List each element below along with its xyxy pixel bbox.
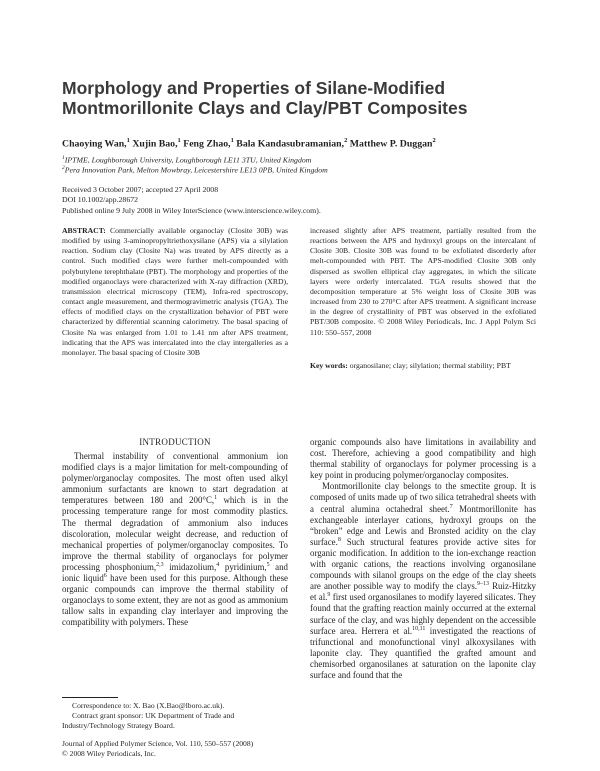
abstract-right-column xyxy=(310,226,536,338)
text-run: Thermal instability of conventional ammonium ion modified clays is a major limitation for melt-compounding of polymer/organoclay composites. The most often used alkyl ammonium surfactants are known to start degradation at temperatures between 180 and 200°C, xyxy=(62,451,288,506)
section-heading-introduction: INTRODUCTION xyxy=(139,437,211,447)
affiliation-text: IPTME, Loughborough University, Loughborough LE11 3TU, United Kingdom xyxy=(64,155,312,165)
intro-paragraph-2: organic compounds also have limitations in availability and cost. Therefore, achieving a good compatibility and high thermal stability of organoclays for polymer processing is a key point in producing polymer/organoclay composites. xyxy=(310,437,536,481)
text-run: first used organosilanes to modify layered silicates. They found that the grafting reaction mainly occurred at the external surface of the clay, and was highly dependent on the accessible surface area. Herrera et al. xyxy=(310,592,536,636)
published-online: Published online 9 July 2008 in Wiley InterScience (www.interscience.wiley.com). xyxy=(62,205,321,215)
author-affiliation-mark: 2 xyxy=(432,137,436,144)
text-run: Such structural features provide active sites for organic modification. In addition to the ion-exchange reaction with organic cations, the reactions involving organosilane compounds with silanol groups on the edge of the clay sheets are another possible way to modify the clays. xyxy=(310,536,536,592)
text-run: Montmorillonite clay belongs to the smectite group. It is composed of units made up of two silica tetrahedral sheets with a central alumina octahedral sheet. xyxy=(310,481,536,514)
footnote-divider xyxy=(62,697,118,698)
article-title xyxy=(62,78,542,118)
text-run: Montmorillonite has exchangeable interlayer cations, hydroxyl groups on the “broken” edge and Lewis and Bronsted acidity on the clay surface. xyxy=(310,503,536,547)
text-run: Ruiz-Hitzky et al. xyxy=(310,581,536,603)
citation: 9–13 xyxy=(477,581,489,588)
citation: 7 xyxy=(449,503,453,510)
title-line-1: Morphology and Properties of Silane-Modified xyxy=(62,78,446,98)
abstract-text-right: increased slightly after APS treatment, partially resulted from the reactions between the APS and hydroxyl groups on the intercalant of Closite 30B. Closite 30B was found to be exfoliated disorderly after melt-compounded with PBT. The APS-modified Closite 30B only dispersed as swollen elliptical clay aggregates, in which the silicate layers were orderly intercalated. TGA results showed that the decomposition temperature at 5% weight loss of Closite 30B was increased from 230 to 270°C after APS treatment. A significant increase in the degree of crystallinity of PBT was observed in the exfoliated PBT/30B composite. © 2008 Wiley Periodicals, Inc. J Appl Polym Sci 110: 550–557, 2008 xyxy=(310,226,536,337)
text-run: and ionic liquid xyxy=(62,561,288,584)
body-left-column xyxy=(62,451,288,629)
footnotes xyxy=(62,701,288,730)
body-right-column xyxy=(310,437,536,681)
abstract-text-left: Commercially available organoclay (Closite 30B) was modified by using 3-aminopropyltriethoxysilane (APS) via a silylation reaction. Sodium clay (Closite Na) was treated by APS directly as a control. Such modified clays were further melt-compounded with polybutylene terephthalate (PBT). The morphology and properties of the modified organoclays were characterized with X-ray diffraction (XRD), transmission electrical microscopy (TEM), Infra-red spectroscopy, contact angle measurement, and thermogravimetric analysis (TGA). The effects of modified clays on the crystallization behavior of PBT were characterized by differential scanning calorimetry. The basal spacing of Closite Na was enlarged from 1.01 to 1.41 nm after APS treatment, indicating that the APS was intercalated into the clay intergalleries as a monolayer. The basal spacing of Closite 30B xyxy=(62,226,289,357)
keywords-label: Key words: xyxy=(310,361,348,370)
keywords xyxy=(310,361,536,371)
copyright-line: © 2008 Wiley Periodicals, Inc. xyxy=(62,748,156,758)
author-affiliation-mark: 1 xyxy=(230,137,234,144)
citation: 6 xyxy=(103,573,107,580)
journal-citation xyxy=(62,739,302,759)
author-name: Matthew P. Duggan xyxy=(349,138,433,150)
title-line-2: Montmorillonite Clays and Clay/PBT Composites xyxy=(62,98,468,118)
abstract-left-column xyxy=(62,226,288,358)
author-affiliation-mark: 1 xyxy=(126,137,130,144)
citation: 8 xyxy=(337,536,341,543)
journal-line: Journal of Applied Polymer Science, Vol. 110, 550–557 (2008) xyxy=(62,739,254,748)
text-run: pyridinium, xyxy=(219,561,267,572)
citation: 5 xyxy=(266,561,270,568)
publication-history xyxy=(62,185,532,216)
citation: 1 xyxy=(214,495,218,502)
received-date: Received 3 October 2007; accepted 27 April 2008 xyxy=(62,185,219,194)
text-run: imidazolium, xyxy=(163,561,217,572)
text-run: have been used for this purpose. Although these organic compounds can improve the thermal stability of organoclays to some extent, they are not as good as ammonium tallow salts in expanding clay interlayer and improving the compatibility with polymers. These xyxy=(62,573,288,628)
author-list xyxy=(62,135,562,150)
author-name: Xujin Bao, xyxy=(132,138,178,150)
grant-note: Contract grant sponsor: UK Department of Trade and Industry/Technology Strategy Board. xyxy=(62,710,235,730)
intro-paragraph-3 xyxy=(310,481,536,681)
text-run: investigated the reactions of trifunctional and monofunctional vinyl alkoxysilanes with laponite clay. They quantified the grafted amount and chemisorbed organosilanes at saturation on the laponite clay surface and found that the xyxy=(310,625,537,680)
intro-paragraph-1 xyxy=(62,451,288,629)
author-name: Chaoying Wan, xyxy=(62,138,127,150)
author-name: Feng Zhao, xyxy=(183,138,231,150)
citation: 9 xyxy=(327,592,331,599)
text-run: which is in the processing temperature range for most commodity plastics. The thermal degradation of ammonium also induces discoloration, molecular weight decrease, and reduction of mechanical properties of polymer/organoclay composites. To improve the thermal stability of organoclays for polymer processing phosphonium, xyxy=(62,495,289,572)
affiliation-number: 1 xyxy=(62,155,65,161)
doi: DOI 10.1002/app.28672 xyxy=(62,195,139,205)
keywords-text: organosilane; clay; silylation; thermal stability; PBT xyxy=(347,361,511,370)
abstract-label: ABSTRACT: xyxy=(62,226,106,235)
author-name: Bala Kandasubramanian, xyxy=(236,138,345,150)
affiliation-2 xyxy=(62,163,532,176)
affiliation-text: Pera Innovation Park, Melton Mowbray, Leicestershire LE13 0PB, United Kingdom xyxy=(64,165,328,175)
author-affiliation-mark: 2 xyxy=(344,137,348,144)
citation: 4 xyxy=(216,561,220,568)
citation: 10,11 xyxy=(412,625,426,632)
author-affiliation-mark: 1 xyxy=(177,137,181,144)
correspondence-note: Correspondence to: X. Bao (X.Bao@lboro.ac.uk). xyxy=(72,701,225,710)
citation: 2,3 xyxy=(156,561,164,568)
affiliation-number: 2 xyxy=(62,165,65,171)
